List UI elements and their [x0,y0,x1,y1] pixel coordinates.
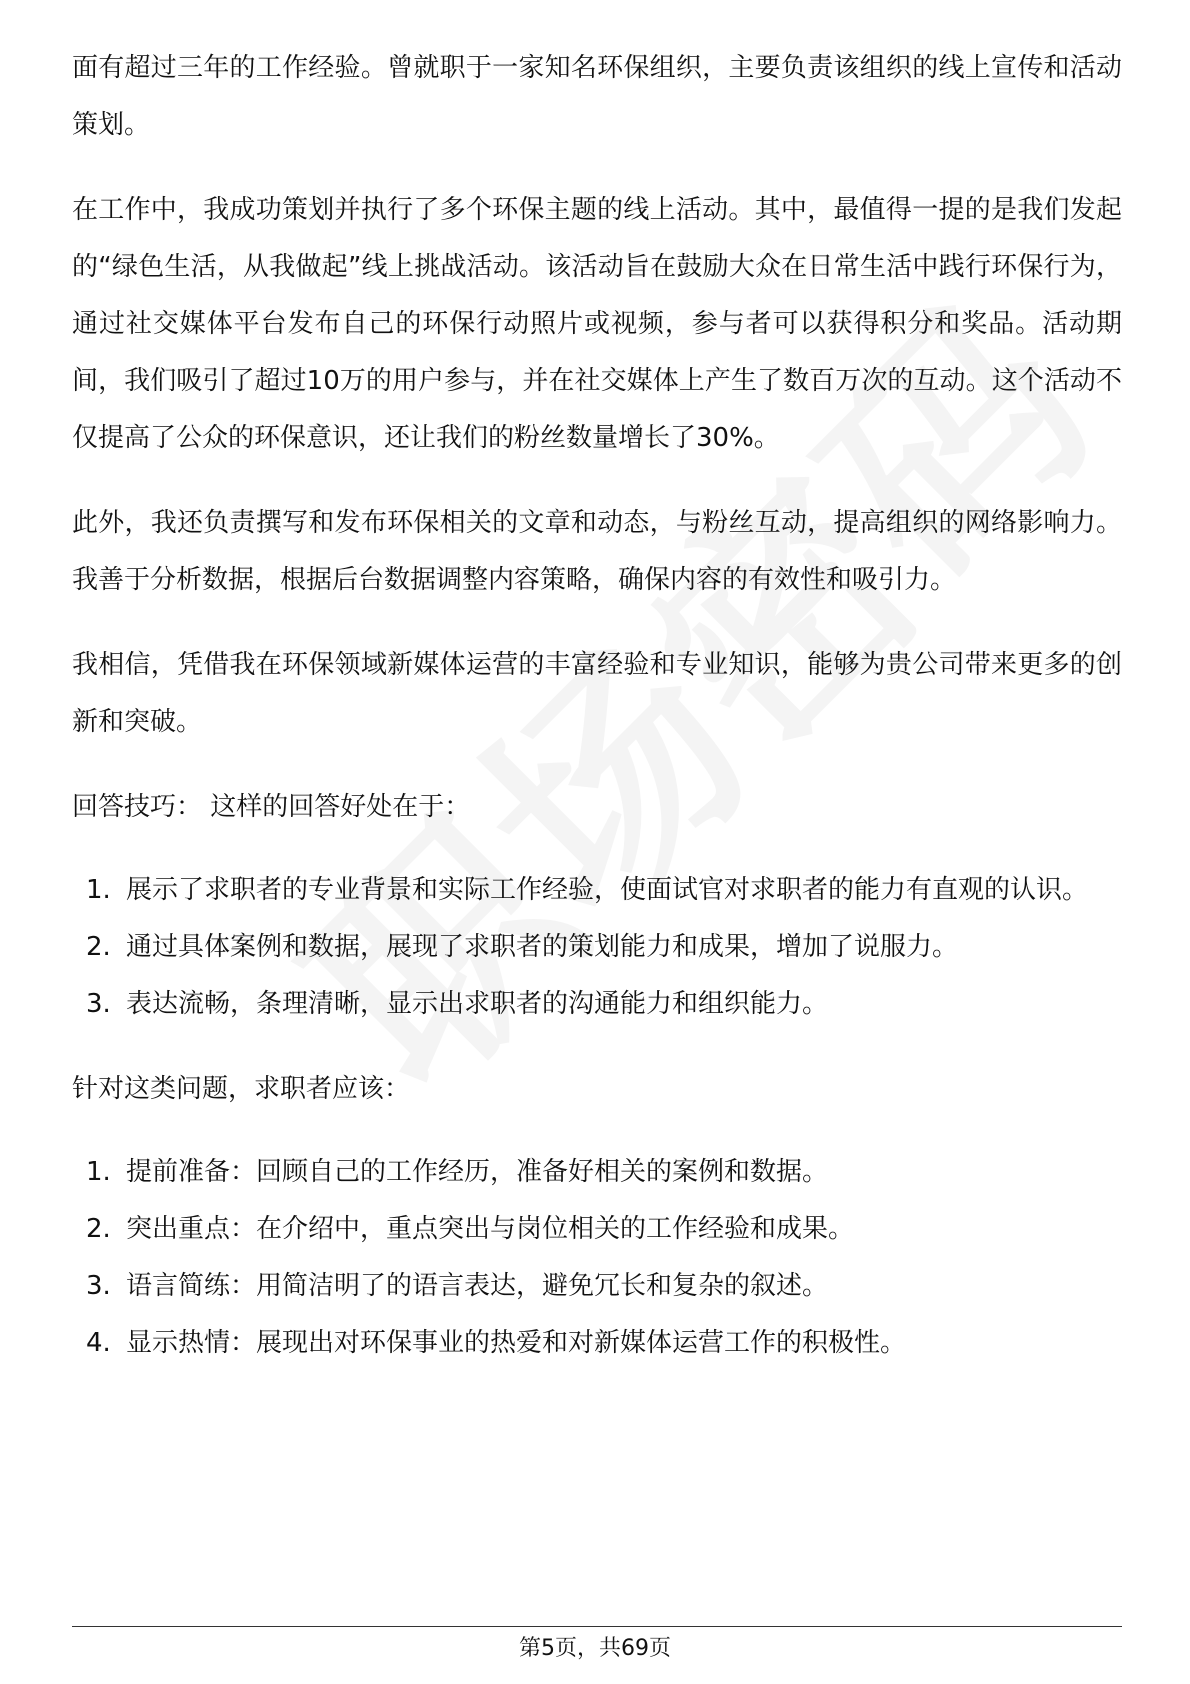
list-item-number: 3. [86,1271,111,1301]
list-item [72,1315,1122,1372]
list-item-number: 1. [86,875,111,905]
list-item-number: 1. [86,1157,111,1187]
paragraph-experience-intro: 面有超过三年的工作经验。曾就职于一家知名环保组织，主要负责该组织的线上宣传和活动策划。 [72,53,1122,140]
list-item-text: 显示热情：展现出对环保事业的热爱和对新媒体运营工作的积极性。 [126,1328,907,1358]
list-item-number: 2. [86,1214,111,1244]
list-item-text: 通过具体案例和数据，展现了求职者的策划能力和成果，增加了说服力。 [126,932,959,962]
paragraph-campaign: 在工作中，我成功策划并执行了多个环保主题的线上活动。其中，最值得一提的是我们发起的“绿色生活，从我做起”线上挑战活动。该活动旨在鼓励大众在日常生活中践行环保行为，通过社交媒体平台发布自己的环保行动照片或视频，参与者可以获得积分和奖品。活动期间，我们吸引了超过10万的用户参与，并在社交媒体上产生了数百万次的互动。这个活动不仅提高了公众的环保意识，还让我们的粉丝数量增长了30%。 [72,195,1122,453]
list-item-text: 语言简练：用简洁明了的语言表达，避免冗长和复杂的叙述。 [126,1271,829,1301]
list-item [72,862,1122,919]
list-item [72,1201,1122,1258]
paragraph-conclusion: 我相信，凭借我在环保领域新媒体运营的丰富经验和专业知识，能够为贵公司带来更多的创新和突破。 [72,650,1122,737]
list-item [72,1144,1122,1201]
advice-list [72,1144,1122,1372]
footer-divider [72,1626,1122,1627]
list-item-text: 表达流畅，条理清晰，显示出求职者的沟通能力和组织能力。 [126,989,829,1019]
tips-label: 回答技巧： 这样的回答好处在于： [72,792,471,822]
list-item [72,919,1122,976]
list-item [72,976,1122,1033]
list-item-number: 3. [86,989,111,1019]
tips-list [72,862,1122,1033]
list-item-number: 4. [86,1328,111,1358]
list-item-text: 展示了求职者的专业背景和实际工作经验，使面试官对求职者的能力有直观的认识。 [126,875,1089,905]
list-item-text: 突出重点：在介绍中，重点突出与岗位相关的工作经验和成果。 [126,1214,855,1244]
list-item [72,1258,1122,1315]
page-number: 第5页，共69页 [519,1636,671,1661]
list-item-text: 提前准备：回顾自己的工作经历，准备好相关的案例和数据。 [126,1157,829,1187]
paragraph-content-writing: 此外，我还负责撰写和发布环保相关的文章和动态，与粉丝互动，提高组织的网络影响力。我善于分析数据，根据后台数据调整内容策略，确保内容的有效性和吸引力。 [72,508,1122,595]
advice-label: 针对这类问题，求职者应该： [72,1074,411,1104]
document-body [72,40,1122,1400]
list-item-number: 2. [86,932,111,962]
